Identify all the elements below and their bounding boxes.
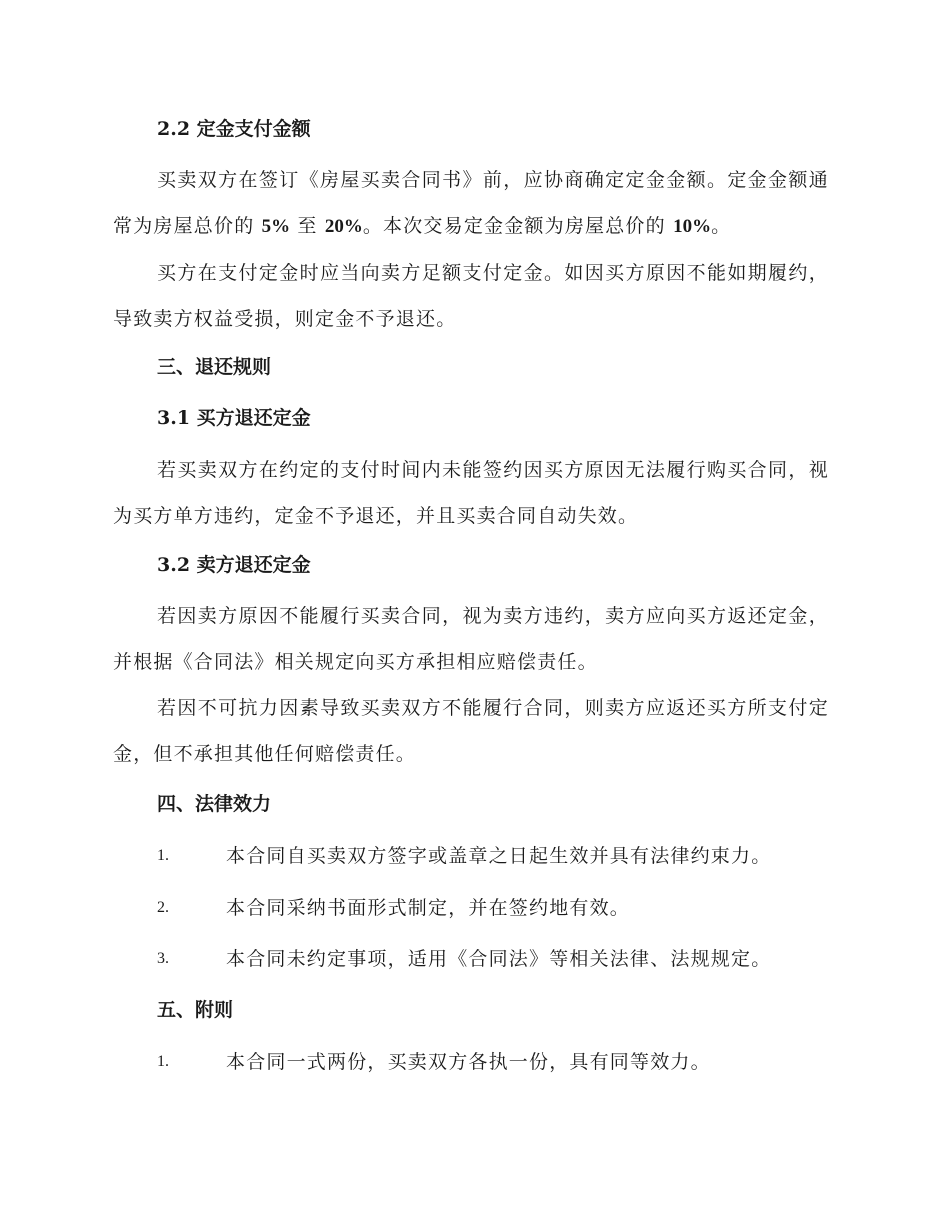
list-text: 本合同采纳书面形式制定，并在签约地有效。 <box>226 897 631 919</box>
list-item <box>157 1047 837 1077</box>
section-heading-4: 四、法律效力 <box>157 793 272 815</box>
list-number: 1. <box>157 1053 169 1070</box>
percent-10: 10% <box>673 216 712 237</box>
text: 。 <box>711 215 732 237</box>
section-heading-3-1: 3.1 买方退还定金 <box>157 407 311 429</box>
paragraph-deposit-amount <box>113 157 829 250</box>
paragraph-force-majeure: 若因不可抗力因素导致买卖双方不能履行合同，则卖方应返还买方所支付定金，但不承担其他任何赔偿责任。 <box>113 697 829 765</box>
section-heading-2-2: 2.2 定金支付金额 <box>157 118 311 140</box>
section-heading-3-2: 3.2 卖方退还定金 <box>157 554 311 576</box>
text: 至 <box>290 215 325 237</box>
list-number: 1. <box>157 847 169 864</box>
list-text: 本合同一式两份，买卖双方各执一份，具有同等效力。 <box>226 1051 711 1073</box>
section-heading-5: 五、附则 <box>157 999 234 1021</box>
list-item <box>157 893 837 923</box>
text: 买卖双方在签订《房屋买卖合同书》前，应协商确定定金金额。定金金额通常为房屋总价的 <box>113 169 829 237</box>
list-number: 2. <box>157 899 169 916</box>
text: 。本次交易定金金额为房屋总价的 <box>362 215 674 237</box>
section-heading-3: 三、退还规则 <box>157 356 272 378</box>
paragraph-seller-refund: 若因卖方原因不能履行买卖合同，视为卖方违约，卖方应向买方返还定金，并根据《合同法》相关规定向买方承担相应赔偿责任。 <box>113 605 829 673</box>
list-item <box>157 841 837 871</box>
list-text: 本合同自买卖双方签字或盖章之日起生效并具有法律约束力。 <box>226 845 772 867</box>
percent-5: 5% <box>261 216 291 237</box>
list-item <box>157 944 837 974</box>
list-number: 3. <box>157 950 169 967</box>
paragraph-deposit-payment: 买方在支付定金时应当向卖方足额支付定金。如因买方原因不能如期履约，导致卖方权益受损，则定金不予退还。 <box>113 262 829 330</box>
paragraph-buyer-refund: 若买卖双方在约定的支付时间内未能签约因买方原因无法履行购买合同，视为买方单方违约，定金不予退还，并且买卖合同自动失效。 <box>113 459 829 527</box>
percent-20: 20% <box>324 216 363 237</box>
list-text: 本合同未约定事项，适用《合同法》等相关法律、法规规定。 <box>226 948 772 970</box>
